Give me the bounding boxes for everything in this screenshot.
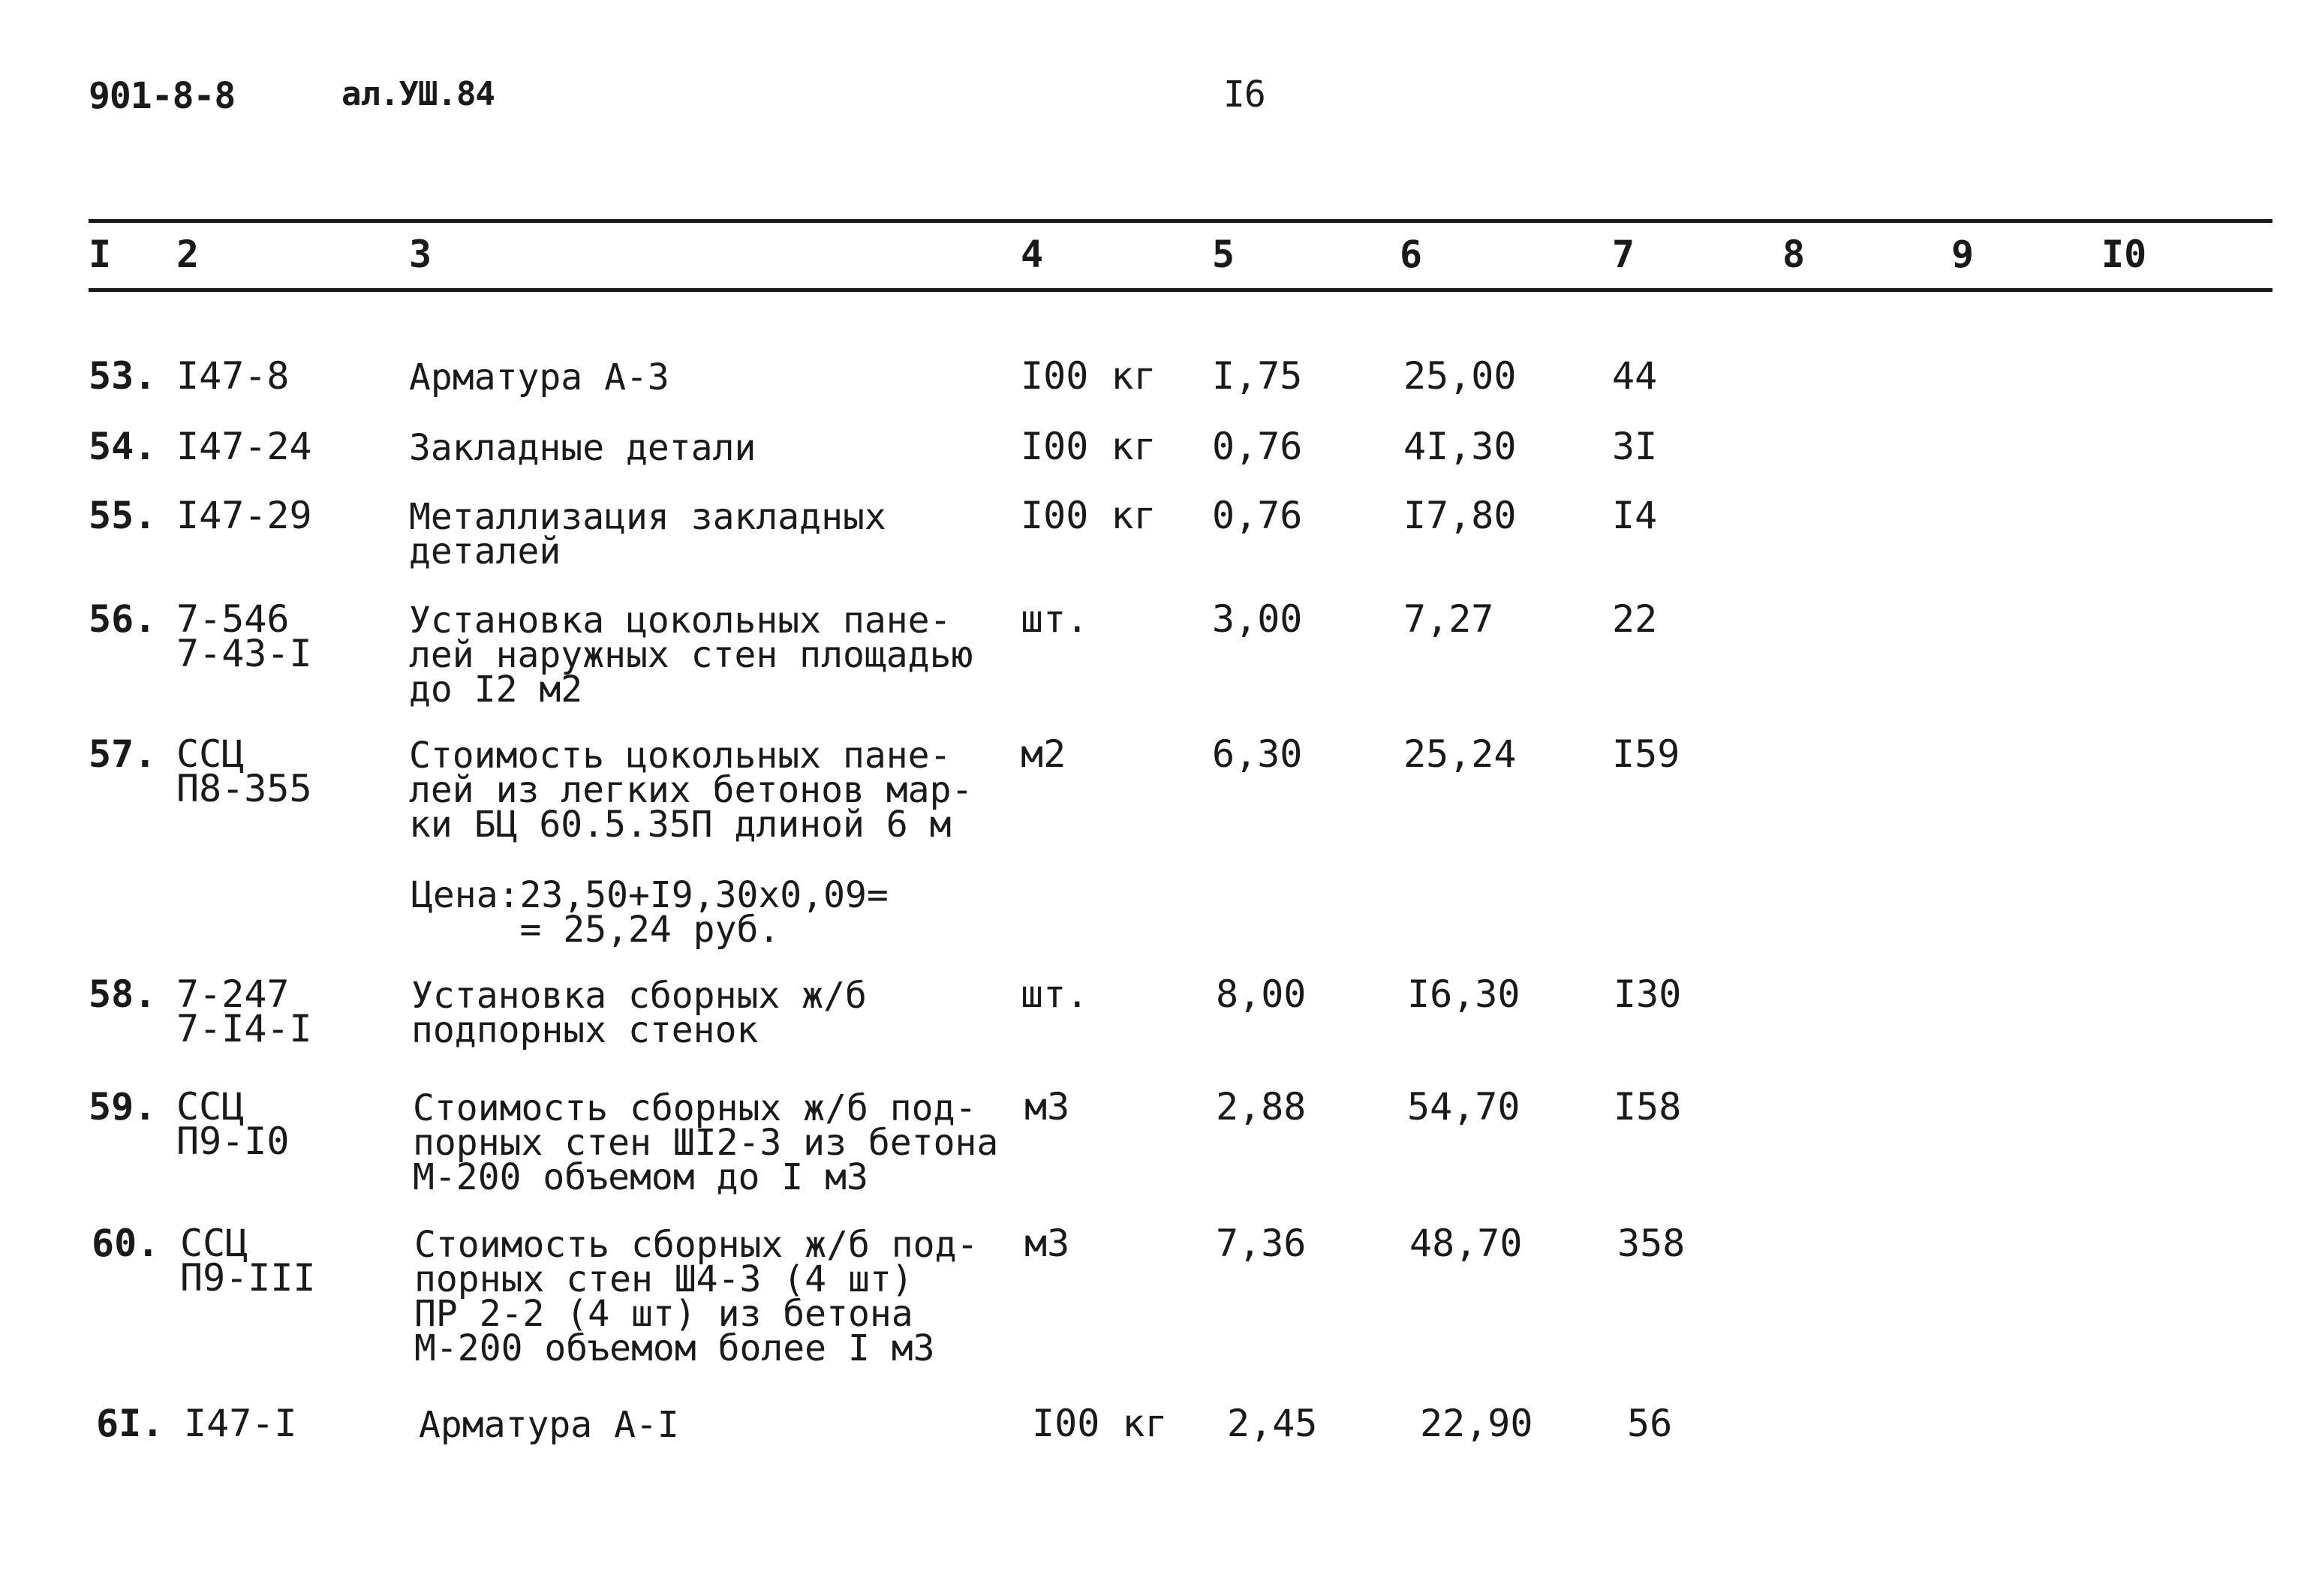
total-cost: 56 xyxy=(1627,1402,1673,1445)
table-top-rule xyxy=(89,219,2272,223)
work-description: Арматура А-I xyxy=(419,1404,679,1446)
row-number: 55. xyxy=(89,494,157,537)
unit: м3 xyxy=(1024,1085,1070,1129)
column-header-9: 9 xyxy=(1951,233,1975,276)
row-number: 59. xyxy=(89,1085,157,1129)
unit-price: I7,80 xyxy=(1403,494,1517,537)
quantity: I,75 xyxy=(1212,354,1303,398)
unit: шт. xyxy=(1021,972,1089,1016)
row-number: 58. xyxy=(89,972,157,1016)
column-header-5: 5 xyxy=(1212,233,1235,276)
unit: I00 кг xyxy=(1032,1402,1168,1445)
unit: шт. xyxy=(1021,597,1089,641)
row-number: 57. xyxy=(89,732,157,776)
rate-code: ССЦ П9-III xyxy=(180,1222,316,1300)
column-header-1: I xyxy=(89,233,112,276)
quantity: 2,45 xyxy=(1227,1402,1318,1445)
quantity: 7,36 xyxy=(1216,1222,1307,1265)
column-header-10: I0 xyxy=(2101,233,2147,276)
table-header-rule xyxy=(89,288,2272,292)
rate-code: 7-546 7-43-I xyxy=(176,597,312,675)
rate-code: I47-29 xyxy=(176,494,312,537)
page-number: I6 xyxy=(1223,74,1265,116)
row-number: 54. xyxy=(89,425,157,468)
document-code: 901-8-8 xyxy=(89,75,236,117)
unit-price: 22,90 xyxy=(1420,1402,1533,1445)
row-number: 6I. xyxy=(96,1402,164,1445)
unit-price: 25,24 xyxy=(1403,732,1517,776)
quantity: 3,00 xyxy=(1212,597,1303,641)
rate-code: ССЦ П9-I0 xyxy=(176,1085,290,1163)
quantity: 0,76 xyxy=(1212,425,1303,468)
unit-price: 48,70 xyxy=(1409,1222,1523,1265)
rate-code: I47-I xyxy=(184,1402,297,1445)
unit-price: 54,70 xyxy=(1407,1085,1520,1129)
unit: I00 кг xyxy=(1021,494,1157,537)
work-description: Стоимость сборных ж/б под- порных стен Ш4-3 (4 шт) ПР 2-2 (4 шт) из бетона М-200 объемом более I м3 xyxy=(414,1224,979,1369)
quantity: 8,00 xyxy=(1216,972,1307,1016)
work-description: Установка сборных ж/б подпорных стенок xyxy=(411,975,867,1051)
work-description: Закладные детали xyxy=(409,427,756,469)
unit: I00 кг xyxy=(1021,425,1157,468)
column-header-7: 7 xyxy=(1612,233,1635,276)
unit-price: I6,30 xyxy=(1407,972,1520,1016)
work-description: Арматура А-3 xyxy=(409,356,669,398)
quantity: 2,88 xyxy=(1216,1085,1307,1129)
total-cost: 22 xyxy=(1612,597,1658,641)
total-cost: 358 xyxy=(1617,1222,1686,1265)
work-description: Металлизация закладных деталей xyxy=(409,496,886,573)
rate-code: ССЦ П8-355 xyxy=(176,732,312,810)
total-cost: 3I xyxy=(1612,425,1658,468)
work-description: Установка цокольных пане- лей наружных стен площадью до I2 м2 xyxy=(409,600,973,711)
unit-price: 4I,30 xyxy=(1403,425,1517,468)
rate-code: 7-247 7-I4-I xyxy=(176,972,312,1050)
column-header-8: 8 xyxy=(1782,233,1806,276)
column-header-2: 2 xyxy=(176,233,200,276)
work-description: Стоимость сборных ж/б под- порных стен ШI2-3 из бетона М-200 объемом до I м3 xyxy=(413,1087,999,1198)
price-calculation-note: Цена:23,50+I9,30х0,09= = 25,24 руб. xyxy=(411,874,889,951)
quantity: 0,76 xyxy=(1212,494,1303,537)
rate-code: I47-8 xyxy=(176,354,290,398)
total-cost: 44 xyxy=(1612,354,1658,398)
rate-code: I47-24 xyxy=(176,425,312,468)
work-description: Стоимость цокольных пане- лей из легких бетонов мар- ки БЦ 60.5.35П длиной 6 м xyxy=(409,735,973,846)
unit: м2 xyxy=(1021,732,1066,776)
column-header-3: 3 xyxy=(409,233,432,276)
unit-price: 7,27 xyxy=(1403,597,1494,641)
total-cost: I30 xyxy=(1614,972,1682,1016)
column-header-4: 4 xyxy=(1021,233,1044,276)
quantity: 6,30 xyxy=(1212,732,1303,776)
unit-price: 25,00 xyxy=(1403,354,1517,398)
row-number: 56. xyxy=(89,597,157,641)
total-cost: I58 xyxy=(1614,1085,1682,1129)
total-cost: I59 xyxy=(1612,732,1680,776)
column-header-6: 6 xyxy=(1400,233,1423,276)
sheet-reference: ал.УШ.84 xyxy=(341,75,495,113)
unit: м3 xyxy=(1024,1222,1070,1265)
row-number: 53. xyxy=(89,354,157,398)
total-cost: I4 xyxy=(1612,494,1658,537)
row-number: 60. xyxy=(92,1222,160,1265)
unit: I00 кг xyxy=(1021,354,1157,398)
